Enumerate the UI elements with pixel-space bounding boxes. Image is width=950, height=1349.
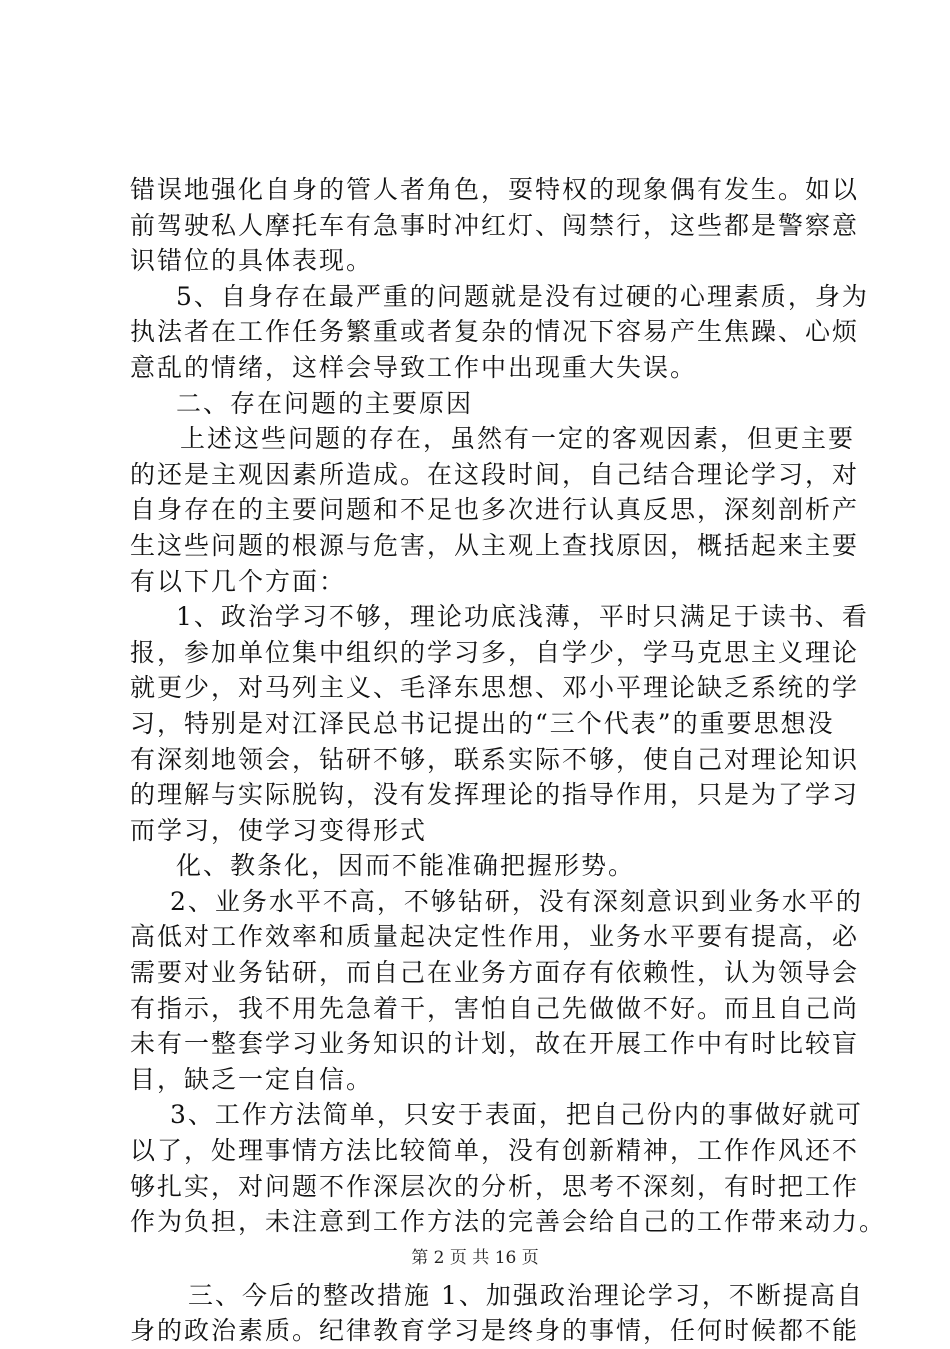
text-line: 生这些问题的根源与危害，从主观上查找原因，概括起来主要 (130, 530, 860, 560)
text-line: 的还是主观因素所造成。在这段时间，自己结合理论学习，对 (130, 459, 860, 489)
text-line: 习，特别是对江泽民总书记提出的“三个代表”的重要思想没 (130, 708, 835, 738)
text-line: 以了，处理事情方法比较简单，没有创新精神，工作作风还不 (130, 1136, 860, 1166)
section-heading-3: 三、今后的整改措施 1、加强政治理论学习，不断提高自 (188, 1280, 864, 1310)
text-line: 识错位的具体表现。 (130, 246, 374, 276)
text-line: 需要对业务钻研，而自己在业务方面存有依赖性，认为领导会 (130, 958, 860, 988)
text-line: 化、教条化，因而不能准确把握形势。 (176, 851, 636, 881)
text-line: 执法者在工作任务繁重或者复杂的情况下容易产生焦躁、心烦 (130, 317, 860, 347)
text-line: 高低对工作效率和质量起决定性作用，业务水平要有提高，必 (130, 922, 860, 952)
text-line: 有以下几个方面： (130, 566, 347, 596)
text-line: 身的政治素质。纪律教育学习是终身的事情，任何时候都不能 (130, 1316, 860, 1346)
text-line: 够扎实，对问题不作深层次的分析，思考不深刻，有时把工作 (130, 1171, 860, 1201)
text-line: 自身存在的主要问题和不足也多次进行认真反思，深刻剖析产 (130, 495, 860, 525)
paragraph-3-start: 3、工作方法简单，只安于表面，把自己份内的事做好就可 (170, 1100, 863, 1130)
body-text (130, 172, 887, 1349)
text-line: 就更少，对马列主义、毛泽东思想、邓小平理论缺乏系统的学 (130, 673, 860, 703)
text-line: 报，参加单位集中组织的学习多，自学少，学马克思主义理论 (130, 637, 860, 667)
text-line: 目，缺乏一定自信。 (130, 1064, 374, 1094)
text-line: 有深刻地领会，钻研不够，联系实际不够，使自己对理论知识 (130, 744, 860, 774)
paragraph-2-start: 2、业务水平不高，不够钻研，没有深刻意识到业务水平的 (170, 886, 863, 916)
text-line: 而学习，使学习变得形式 (130, 815, 428, 845)
text-line: 有指示，我不用先急着干，害怕自己先做做不好。而且自己尚 (130, 993, 860, 1023)
text-line: 的理解与实际脱钩，没有发挥理论的指导作用，只是为了学习 (130, 780, 860, 810)
text-line: 前驾驶私人摩托车有急事时冲红灯、闯禁行，这些都是警察意 (130, 210, 860, 240)
section-heading-2: 二、存在问题的主要原因 (176, 388, 474, 418)
page-footer: 第 2 页 共 16 页 (411, 1248, 539, 1268)
paragraph-5-start: 5、自身存在最严重的问题就是没有过硬的心理素质，身为 (176, 281, 869, 311)
text-line: 意乱的情绪，这样会导致工作中出现重大失误。 (130, 352, 698, 382)
text-line: 错误地强化自身的管人者角色，耍特权的现象偶有发生。如以 (130, 175, 860, 204)
paragraph-start: 上述这些问题的存在，虽然有一定的客观因素，但更主要 (180, 424, 856, 454)
text-line: 作为负担，未注意到工作方法的完善会给自己的工作带来动力。 (130, 1207, 887, 1237)
text-line: 未有一整套学习业务知识的计划，故在开展工作中有时比较盲 (130, 1029, 860, 1059)
paragraph-1-start: 1、政治学习不够，理论功底浅薄，平时只满足于读书、看 (176, 602, 869, 632)
